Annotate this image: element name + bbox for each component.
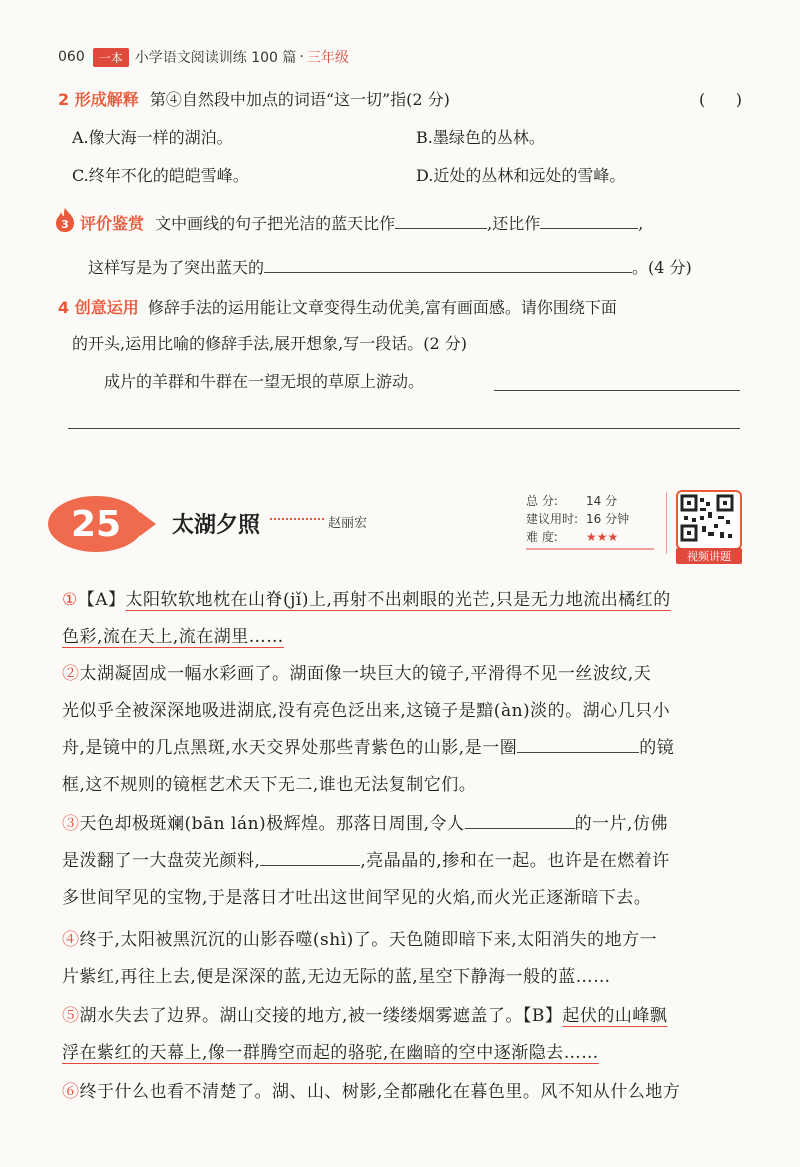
info-total-value: 14 分	[586, 494, 618, 508]
video-lesson-label[interactable]: 视频讲题	[676, 548, 742, 564]
paragraph-2-line-3	[62, 730, 742, 767]
paragraph-2-text-3b: 的镜	[639, 738, 675, 758]
option-b: B.墨绿色的丛林。	[416, 128, 545, 147]
answer-blank-3[interactable]	[264, 258, 632, 273]
question-4-text-1: 修辞手法的运用能让文章变得生动优美,富有画面感。请你围绕下面	[147, 298, 617, 317]
lesson-author: 赵丽宏	[328, 516, 368, 531]
paragraph-2-line-4: 框,这不规则的镜框艺术天下无二,谁也无法复制它们。	[62, 775, 477, 795]
paragraph-4-number: ④	[62, 930, 80, 950]
question-3-line-2	[88, 258, 748, 278]
grade-label: 三年级	[306, 50, 349, 66]
paragraph-5-line-2	[62, 1035, 742, 1072]
paragraph-3-line-1	[62, 806, 742, 843]
paragraph-2-text-3a: 舟,是镜中的几点黑斑,水天交界处那些青紫色的山影,是一圈	[62, 738, 518, 758]
paragraph-5-number: ⑤	[62, 1006, 80, 1026]
question-4-prompt	[104, 372, 424, 392]
question-4-line-1	[58, 298, 748, 318]
page-number: 060	[58, 49, 85, 65]
underlined-sentence-a-1: 太阳软软地枕在山脊(jǐ)上,再射不出刺眼的光芒,只是无力地流出橘红的	[125, 590, 671, 610]
question-2-label: 2 形成解释	[58, 90, 139, 109]
info-underline	[526, 548, 654, 550]
question-4-label: 4 创意运用	[58, 298, 139, 317]
book-title: 小学语文阅读训练 100 篇	[134, 50, 297, 66]
paragraph-4	[62, 922, 742, 996]
paragraph-5	[62, 998, 742, 1072]
passage-blank-2[interactable]	[465, 812, 575, 829]
paragraph-3-line-3: 多世间罕见的宝物,于是落日才吐出这世间罕见的火焰,而火光正逐渐暗下去。	[62, 888, 652, 908]
option-c: C.终年不化的皑皑雪峰。	[72, 166, 249, 185]
question-3-text-b: ,还比作	[487, 214, 541, 233]
question-4-prompt-text: 成片的羊群和牛群在一望无垠的草原上游动。	[104, 372, 425, 391]
paragraph-3-text-2a: 是泼翻了一大盘荧光颜料,	[62, 851, 261, 871]
question-3-text-c: ,	[638, 214, 644, 233]
underlined-sentence-b-2: 浮在紫红的天幕上,像一群腾空而起的骆驼,在幽暗的空中逐渐隐去……	[62, 1043, 599, 1063]
paragraph-1-line-1	[62, 582, 742, 619]
question-2-stem: 第④自然段中加点的词语“这一切”指(2 分)	[149, 90, 450, 109]
question-3-text-d: 这样写是为了突出蓝天的	[88, 258, 265, 277]
paragraph-4-text-1: 终于,太阳被黑沉沉的山影吞噬(shì)了。天色随即暗下来,太阳消失的地方一	[79, 930, 658, 950]
answer-paren[interactable]: ( )	[699, 90, 742, 109]
info-time	[526, 510, 666, 528]
question-3-number: 3	[61, 218, 69, 231]
question-3-text-e: 。(4 分)	[632, 258, 692, 277]
paragraph-3	[62, 806, 742, 917]
paragraph-3-text-2b: ,亮晶晶的,掺和在一起。也许是在燃着许	[360, 851, 670, 871]
info-time-value: 16 分钟	[586, 512, 630, 526]
badge-tail	[140, 512, 156, 536]
answer-blank-1[interactable]	[395, 214, 487, 229]
paragraph-3-number: ③	[62, 814, 80, 834]
question-3-line-1	[80, 214, 752, 234]
paragraph-4-line-1	[62, 922, 742, 959]
question-2	[58, 90, 748, 110]
paragraph-2-text-1: 太湖凝固成一幅水彩画了。湖面像一块巨大的镜子,平滑得不见一丝波纹,天	[79, 664, 652, 684]
page-header	[58, 46, 349, 68]
paragraph-3-line-2	[62, 843, 742, 880]
paragraph-3-text-1b: 的一片,仿佛	[574, 814, 668, 834]
paragraph-1	[62, 582, 742, 656]
answer-line-2[interactable]	[68, 428, 740, 429]
qr-code-icon[interactable]	[676, 490, 742, 550]
paragraph-2-line-1	[62, 656, 742, 693]
paragraph-4-line-2: 片紫红,再往上去,便是深深的蓝,无边无际的蓝,星空下静海一般的蓝……	[62, 967, 611, 987]
info-time-label: 建议用时:	[526, 512, 579, 526]
paragraph-2-number: ②	[62, 664, 80, 684]
passage-blank-3[interactable]	[260, 849, 360, 866]
paragraph-1-line-2	[62, 619, 742, 656]
underlined-sentence-a-2: 色彩,流在天上,流在湖里……	[62, 627, 284, 647]
paragraph-6-line-1	[62, 1074, 742, 1111]
paragraph-6-text-1: 终于什么也看不清楚了。湖、山、树影,全都融化在暮色里。风不知从什么地方	[79, 1082, 681, 1102]
paragraph-2	[62, 656, 742, 804]
answer-line-1[interactable]	[494, 390, 740, 391]
info-total-label: 总 分:	[526, 494, 558, 508]
passage-blank-1[interactable]	[517, 736, 639, 753]
paragraph-3-text-1a: 天色却极斑斓(bān lán)极辉煌。那落日周围,令人	[79, 814, 465, 834]
title-separator: ·	[299, 49, 304, 65]
info-difficulty-label: 难 度:	[526, 530, 558, 544]
answer-blank-2[interactable]	[540, 214, 638, 229]
paragraph-6-number: ⑥	[62, 1082, 80, 1102]
marker-a: 【A】	[77, 590, 126, 610]
paragraph-6	[62, 1074, 742, 1111]
question-3-text-a: 文中画线的句子把光洁的蓝天比作	[155, 214, 396, 233]
brand-logo: 一本	[93, 48, 129, 67]
option-d: D.近处的丛林和远处的雪峰。	[416, 166, 626, 185]
info-difficulty	[526, 528, 666, 546]
marker-b: 【B】	[522, 1006, 563, 1026]
title-dots	[270, 518, 324, 520]
paragraph-5-line-1	[62, 998, 742, 1035]
paragraph-5-text-1a: 湖水失去了边界。湖山交接的地方,被一缕缕烟雾遮盖了。	[79, 1006, 523, 1026]
paragraph-2-line-2: 光似乎全被深深地吸进湖底,没有亮色泛出来,这镜子是黯(àn)淡的。湖心几只小	[62, 701, 671, 721]
difficulty-stars: ★★★	[586, 530, 619, 544]
fire-icon	[54, 207, 76, 237]
underlined-sentence-b-1: 起伏的山峰飘	[562, 1006, 668, 1026]
question-3-label: 评价鉴赏	[80, 214, 145, 233]
paragraph-1-number: ①	[62, 590, 78, 610]
lesson-number-badge: 25	[48, 496, 144, 552]
info-total	[526, 492, 666, 510]
option-a: A.像大海一样的湖泊。	[72, 128, 233, 147]
lesson-title: 太湖夕照	[172, 513, 261, 538]
lesson-info-box	[526, 492, 667, 554]
question-4-line-2: 的开头,运用比喻的修辞手法,展开想象,写一段话。(2 分)	[72, 334, 468, 353]
